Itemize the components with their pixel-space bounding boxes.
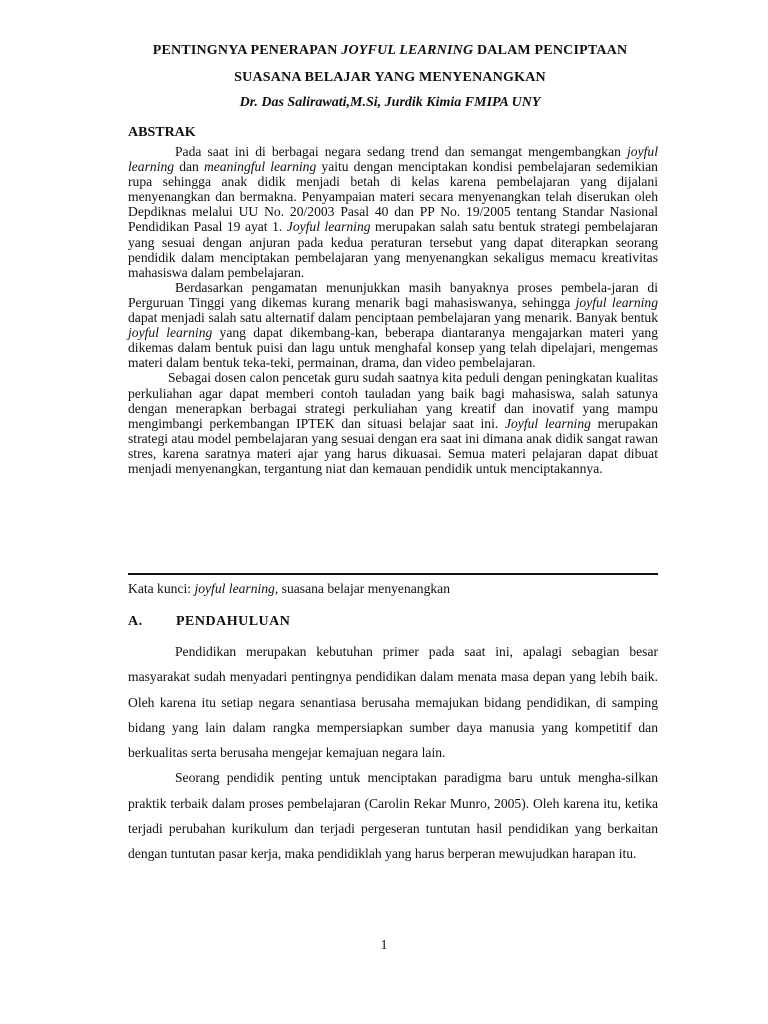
section-body <box>128 639 658 867</box>
keyword-italic: joyful learning <box>194 581 275 596</box>
italic-term: joyful learning <box>128 144 658 175</box>
italic-term: joyful learning <box>128 325 213 341</box>
text-run: merupakan salah satu bentuk strategi pembelajaran yang sesuai dengan anjuran pada kedua peraturan tersebut yang dapat diterapkan seorang pendidik dalam menciptakan pembelajaran yang menyenangkan sekaligus memacu kreativitas mahasiswa dalam pembelajaran. <box>128 219 658 280</box>
abstract-paragraph-1 <box>128 144 658 280</box>
text-run: Pada saat ini di berbagai negara sedang trend dan semangat mengembangkan <box>175 144 628 159</box>
keywords-line <box>128 581 450 597</box>
text-run: Berdasarkan pengamatan menunjukkan masih banyaknya proses pembela-jaran di Perguruan Tinggi yang dikemas kurang menarik bagi mahasiswanya, sehingga <box>128 279 658 310</box>
text-run: yaitu dengan menciptakan kondisi pembelajaran sedemikian rupa sehingga anak didik menjadi betah di kelas karena pembelajaran yang dijalani menyenangkan dan bermakna. Penyampaian materi secara menyenangkan telah diserukan oleh Depdiknas melalui UU No. 20/2003 Pasal 40 dan PP No. 19/2005 tentang Standar Nasional Pendidikan Pasal 19 ayat 1. <box>128 159 658 235</box>
page-number: 1 <box>380 937 388 952</box>
italic-term: Joyful learning <box>504 415 591 431</box>
section-number: A. <box>128 614 143 629</box>
keywords-label: Kata kunci: <box>128 581 195 596</box>
keywords-rest: , suasana belajar menyenangkan <box>274 581 450 596</box>
body-paragraph-2: Seorang pendidik penting untuk menciptakan paradigma baru untuk mengha-silkan praktik terbaik dalam proses pembelajaran (Carolin Rekar Munro, 2005). Oleh karena itu, ketika terjadi perubahan kurikulum dan terjadi pergeseran tuntutan hasil pendidikan yang berkaitan dengan tuntutan pasar kerja, maka pendidiklah yang harus berperan mewujudkan harapan itu. <box>128 770 658 862</box>
abstract-body <box>128 144 658 476</box>
title-text-post: DALAM PENCIPTAAN <box>473 43 628 58</box>
italic-term: Joyful learning <box>286 219 371 235</box>
abstract-paragraph-2 <box>128 280 658 371</box>
italic-term: joyful learning <box>575 294 658 310</box>
abstract-paragraph-3 <box>128 370 658 476</box>
body-paragraph-1: Pendidikan merupakan kebutuhan primer pada saat ini, apalagi sebagian besar masyarakat sudah menyadari pentingnya pendidikan dalam menata masa depan yang lebih baik. Oleh karena itu setiap negara senantiasa berusaha memajukan bidang pendidikan, di samping bidang yang lain dalam rangka mempersiapkan sumber daya manusia yang kompetitif dan berkualitas serta berusaha mengejar kemajuan negara lain. <box>128 644 658 761</box>
text-run: merupakan strategi atau model pembelajaran yang sesuai dengan era saat ini dimana anak didik sangat rawan stres, karena saratnya materi ajar yang harus dikuasai. Semua materi pelajaran dapat dibuat menjadi menyenangkan, tergantung niat dan kemauan pendidik untuk menciptakannya. <box>128 415 658 476</box>
section-heading <box>128 614 290 630</box>
text-run: Sebagai dosen calon pencetak guru sudah saatnya kita peduli dengan peningkatan kualitas perkuliahan agar dapat memberi contoh tauladan yang baik bagi mahasiswa, salah satunya dengan menerapkan berbagai strategi perkuliahan yang kreatif dan inovatif yang mampu mengimbangi perkembangan IPTEK dan situasi belajar saat ini. <box>128 370 658 431</box>
author-line: Dr. Das Salirawati,M.Si, Jurdik Kimia FMIPA UNY <box>239 95 541 110</box>
section-title: PENDAHULUAN <box>176 614 291 629</box>
text-run: dan <box>174 159 204 175</box>
text-run: dapat menjadi salah satu alternatif dalam penciptaan pembelajaran yang menarik. Banyak bentuk <box>128 310 658 326</box>
paper-title-line-1 <box>100 43 680 59</box>
title-text-pre: PENTINGNYA PENERAPAN <box>152 43 342 58</box>
abstract-heading: ABSTRAK <box>128 125 196 140</box>
paper-title-line-2: SUASANA BELAJAR YANG MENYENANGKAN <box>234 70 546 85</box>
italic-term: meaningful learning <box>203 159 317 175</box>
text-run: yang dapat dikembang-kan, beberapa diantaranya mengajarkan materi yang dikemas dalam bentuk puisi dan lagu untuk menghafal konsep yang telah dipelajari, mengemas materi dalam bentuk teka-teki, permainan, drama, dan video pembelajaran. <box>128 325 659 371</box>
title-text-italic: JOYFUL LEARNING <box>341 43 474 58</box>
abstract-divider <box>128 573 658 575</box>
